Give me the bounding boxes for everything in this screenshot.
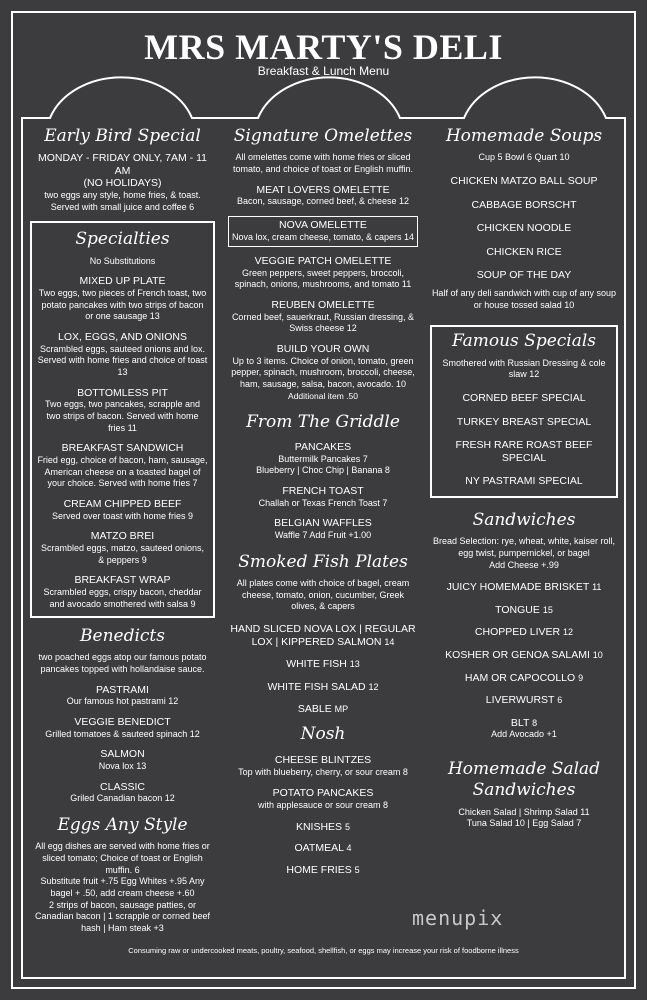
menu-item-desc: Waffle 7 Add Fruit +1.00 [274,529,372,540]
menu-item [228,216,418,247]
menu-item-price: 10 [592,649,603,660]
early-bird-hours: MONDAY - FRIDAY ONLY, 7AM - 11 AM [37,152,207,177]
menu-item [228,821,418,834]
menu-item [228,517,418,541]
section-note: two poached eggs atop our famous potato pancakes topped with hollandaise sauce. [38,652,207,675]
blt-extra: Add Avocado +1 [491,729,557,740]
menu-item [37,530,208,566]
menu-item-name: CHICKEN MATZO BALL SOUP [450,174,598,187]
menu-item-name-text: SABLE [297,703,332,716]
menu-item-name [37,331,208,344]
section-title: Nosh [300,723,346,744]
menu-item-name-text: PASTRAMI [96,683,149,696]
menu-item-name [228,754,418,767]
famous-specials-list [438,392,610,488]
salad-line: Chicken Salad | Shrimp Salad 11 [458,806,590,817]
menu-item-name: CABBAGE BORSCHT [471,198,577,211]
menu-item-name-text: BREAKFAST WRAP [74,574,171,587]
menu-item-name [37,275,208,288]
menu-item [430,222,618,235]
menu-item-name: SOUP OF THE DAY [476,269,572,282]
menu-item-name [228,681,418,694]
menu-item-desc: Blueberry | Choc Chip | Banana 8 [256,465,390,476]
menu-item [228,842,418,855]
menu-item [37,275,208,323]
menu-item-name [228,343,418,356]
menu-item-name [430,604,618,617]
menu-item-name [430,649,618,662]
menu-item-name: TURKEY BREAST SPECIAL [456,415,592,428]
early-bird-desc: two eggs any style, home fries, & toast. Served with small juice and coffee 6 [44,190,201,212]
menu-item-name-text: HAND SLICED NOVA LOX | REGULAR LOX | KIPPERED SALMON [230,622,416,648]
menu-item-name [430,581,618,594]
menu-item-name-text: PANCAKES [294,441,352,454]
menu-item [438,416,610,429]
menu-item-name [228,787,418,800]
section-title: Benedicts [80,626,165,647]
menu-item-price: 6 [557,695,563,706]
menu-item-name [37,387,208,400]
menu-item [30,716,215,740]
menu-item [430,581,618,594]
menu-item-name-text: WHITE FISH [286,658,347,671]
menu-item-desc: Top with blueberry, cherry, or sour cream 8 [238,766,408,777]
menu-item [37,331,208,379]
section-note: All plates come with choice of bagel, cream cheese, tomato, onion, cucumber, Greek olives, & capers [236,577,410,612]
menu-item-desc: Scrambled eggs, matzo, sauteed onions, & peppers 9 [40,542,205,565]
menu-item-name [228,517,418,530]
section-title: Specialties [75,229,170,250]
menu-item-name [228,821,418,834]
menu-item-name [228,864,418,877]
famous-specials-section [430,325,618,498]
section-title: Homemade Salad [447,759,601,780]
menu-item [438,392,610,405]
menu-item [430,649,618,662]
menu-item-name-text: HAM OR CAPOCOLLO [464,671,576,684]
menu-item-desc: Bacon, sausage, corned beef, & cheese 12 [236,196,410,207]
menu-item-name [30,716,215,729]
menu-item-name [228,299,418,312]
sandwiches-list [430,581,618,729]
menu-item [228,787,418,811]
menu-item-desc: Fried egg, choice of bacon, ham, sausage, American cheese on a toasted bagel of your choice. Served with home fries 7 [37,454,208,489]
menu-item-price: 14 [384,636,395,647]
section-title: Homemade Soups [445,126,603,146]
omelettes-list [228,184,418,402]
menu-item [228,441,418,477]
menu-item-desc: Two eggs, two pieces of French toast, two potato pancakes with two strips of bacon or one sausage 13 [38,287,207,322]
menu-item-name-text: CHOPPED LIVER [474,626,561,639]
menu-item [430,626,618,639]
menu-item-name [37,498,208,511]
menu-item [37,498,208,522]
menu-item-extra: Additional item .50 [288,390,358,401]
menu-item-name-text: NOVA OMELETTE [279,218,367,231]
menu-item-desc: Buttermilk Pancakes 7 [278,453,368,464]
soup-half-sandwich: Half of any deli sandwich with cup of any soup or house tossed salad 10 [431,287,617,310]
menu-item-name [228,842,418,855]
nosh-list [228,754,418,876]
menu-item-price: 12 [563,627,574,638]
menu-item [228,658,418,671]
menu-item [37,387,208,435]
early-bird-holidays: (NO HOLIDAYS) [83,177,162,190]
menu-item-name-text: BLT [510,716,530,729]
menu-item [228,255,418,291]
menu-item-name [37,530,208,543]
column-right [430,124,618,830]
menu-item-name [228,703,418,716]
menu-item-name [430,717,618,730]
section-note: All omelettes come with home fries or sliced tomato, and choice of toast or English muffin. [233,152,413,174]
menu-item [430,694,618,707]
menu-item-name-text: VEGGIE BENEDICT [74,716,171,729]
section-title: Smoked Fish Plates [238,551,408,572]
menu-item [228,343,418,402]
menu-item-desc: Served over toast with home fries 9 [51,510,194,521]
griddle-section [228,412,418,542]
sandwiches-section [430,510,618,741]
menu-item-price: 4 [346,843,352,854]
menu-item [228,864,418,877]
section-note: No Substitutions [89,255,156,266]
menu-item-name [228,623,418,648]
menu-item-desc: Green peppers, sweet peppers, broccoli, spinach, onions, mushrooms, and tomato 11 [234,267,412,290]
menu-item-name-text: MATZO BREI [90,530,155,543]
section-note: Smothered with Russian Dressing & cole slaw 12 [442,357,606,380]
menu-item-desc: Grilled tomatoes & sauteed spinach 12 [45,728,200,739]
menu-item-price: 13 [349,659,360,670]
menu-item [30,748,215,772]
menu-item-name: FRESH RARE ROAST BEEF SPECIAL [455,439,593,464]
menu-item-price: 5 [345,821,351,832]
section-title: Eggs Any Style [57,814,188,835]
menu-item-name-text: MEAT LOVERS OMELETTE [256,183,390,196]
menu-item-name [228,485,418,498]
menu-item [30,781,215,805]
menu-item-name [37,574,208,587]
benedicts-list [30,684,215,805]
menu-item [438,439,610,464]
menu-item-name-text: CHEESE BLINTZES [274,754,372,767]
menu-item-price: 8 [532,717,538,728]
salad-sandwiches-section [430,759,618,830]
menu-item [228,623,418,648]
menu-item [430,604,618,617]
menu-item-name-text: HOME FRIES [286,863,352,876]
column-left [30,124,215,935]
smoked-fish-list [228,623,418,716]
menu-item-desc: Two eggs, two pancakes, scrapple and two strips of bacon. Served with home fries 11 [44,399,201,433]
menu-item-name [228,441,418,454]
menu-item-price: MP [334,704,349,715]
menu-item-name [228,658,418,671]
menu-item-name-text: LOX, EGGS, AND ONIONS [58,331,187,343]
menu-item-price: 11 [592,582,602,593]
menu-item [228,485,418,509]
griddle-list [228,441,418,542]
restaurant-title: MRS MARTY'S DELI [144,27,503,67]
menu-item-name-text: VEGGIE PATCH OMELETTE [254,255,392,268]
menu-item-desc: Griled Canadian bacon 12 [70,793,175,804]
smoked-fish-section [228,552,418,716]
menu-item-name [30,748,215,761]
menu-item-price: 12 [368,681,379,692]
menu-item-desc: Challah or Texas French Toast 7 [258,497,388,508]
benedicts-section [30,626,215,805]
menu-item [37,574,208,610]
food-safety-disclaimer: Consuming raw or undercooked meats, poultry, seafood, shellfish, or eggs may increase your risk of foodborne illness [128,946,519,955]
menu-item [430,246,618,259]
menu-item-price: 15 [542,604,553,615]
section-title: From The Griddle [246,411,400,432]
eggs-sides: 2 strips of bacon, sausage patties, or Canadian bacon | 1 scrapple or corned beef hash | Ham steak +3 [35,899,210,933]
menu-item-name [430,694,618,707]
menu-item [430,672,618,685]
soups-section [430,126,618,311]
menu-item [430,269,618,282]
menu-item-desc: with applesauce or sour cream 8 [257,800,389,811]
section-note-cheese: Add Cheese +.99 [489,559,559,570]
menu-item-name-text: SALMON [100,748,145,761]
eggs-desc: All egg dishes are served with home fries or sliced tomato; Choice of toast or English muffin. 6 [35,841,210,875]
menu-item-name-text: LIVERWURST [485,694,555,707]
menu-item-name [30,781,215,794]
menu-item-name-text: CLASSIC [100,780,145,793]
menu-item-name-text: REUBEN OMELETTE [271,299,375,312]
menu-item [228,703,418,716]
specialties-section [30,221,215,618]
menu-item-name-text: BOTTOMLESS PIT [77,386,168,399]
menu-item-desc: Scrambled eggs, sauteed onions and lox. Served with home fries and choice of toast 13 [37,343,208,377]
section-note: Bread Selection: rye, wheat, white, kaiser roll, egg twist, pumpernickel, or bagel [432,536,616,558]
menu-item-desc: Our famous hot pastrami 12 [66,696,179,707]
menu-item-name-text: CREAM CHIPPED BEEF [63,497,182,510]
menu-item [438,475,610,488]
menu-item-name-text: POTATO PANCAKES [272,787,374,800]
menu-item-name-text: KOSHER OR GENOA SALAMI [445,648,590,661]
menu-item [228,681,418,694]
menu-item-desc: Nova lox 13 [98,760,147,771]
section-note: Cup 5 Bowl 6 Quart 10 [478,152,570,163]
salad-line: Tuna Salad 10 | Egg Salad 7 [466,818,582,829]
nosh-section [228,724,418,877]
menu-item-price: 5 [354,864,360,875]
menu-item-name [231,219,415,232]
menu-item-name-text: MIXED UP PLATE [79,275,166,288]
menupix-watermark: menupix [412,906,504,930]
section-title-line2: Sandwiches [472,780,576,801]
menu-item-name [37,442,208,455]
menu-item [228,754,418,778]
menu-item [430,717,618,730]
menu-item-name [430,626,618,639]
early-bird-section [30,126,215,213]
menu-item [228,184,418,208]
eggs-any-style-section [30,815,215,935]
menu-item [228,299,418,335]
menu-item-desc: Corned beef, sauerkraut, Russian dressing, & Swiss cheese 12 [231,311,415,334]
menu-item-name [430,672,618,685]
column-middle [228,124,418,876]
menu-item-name-text: OATMEAL [294,842,344,855]
section-title: Famous Specials [451,331,597,352]
menu-item-name-text: BELGIAN WAFFLES [274,517,372,530]
menu-item-name-text: TONGUE [495,603,540,616]
menu-item-name [228,184,418,197]
menu-item-name: NY PASTRAMI SPECIAL [465,475,583,488]
menu-item-name [228,255,418,268]
menu-item-name-text: FRENCH TOAST [282,485,364,498]
menu-item-price: 9 [578,672,584,683]
soups-list [430,175,618,282]
menu-item [37,442,208,490]
menu-item-name-text: JUICY HOMEMADE BRISKET [446,581,590,594]
menu-item-name-text: BUILD YOUR OWN [276,343,370,356]
section-title: Early Bird Special [44,126,201,146]
omelettes-section [228,126,418,402]
menu-item-name-text: KNISHES [295,820,343,833]
menu-item-name [30,684,215,697]
menu-item-name: CHICKEN RICE [486,245,562,258]
menu-item [430,199,618,212]
eggs-substitutions: Substitute fruit +.75 Egg Whites +.95 Any bagel + .50, add cream cheese +.60 [40,876,205,898]
section-title: Sandwiches [472,509,576,530]
menu-item-desc: Nova lox, cream cheese, tomato, & capers 14 [231,231,415,242]
menu-item-desc: Up to 3 items. Choice of onion, tomato, green pepper, spinach, mushroom, broccoli, cheese, ham, sausage, salsa, bacon, avocado. 10 [231,355,415,390]
menu-item-name: CHICKEN NOODLE [476,222,572,235]
menu-item-name-text: BREAKFAST SANDWICH [61,442,184,455]
menu-item [430,175,618,188]
specialties-list [37,275,208,610]
section-title: Signature Omelettes [233,126,413,146]
menu-item-name: CORNED BEEF SPECIAL [462,391,586,404]
menu-item-desc: Scrambled eggs, crispy bacon, cheddar and avocado smothered with salsa 9 [43,586,202,609]
menu-item-name-text: WHITE FISH SALAD [267,680,366,693]
menu-item [30,684,215,708]
menu-subtitle: Breakfast & Lunch Menu [257,64,390,78]
